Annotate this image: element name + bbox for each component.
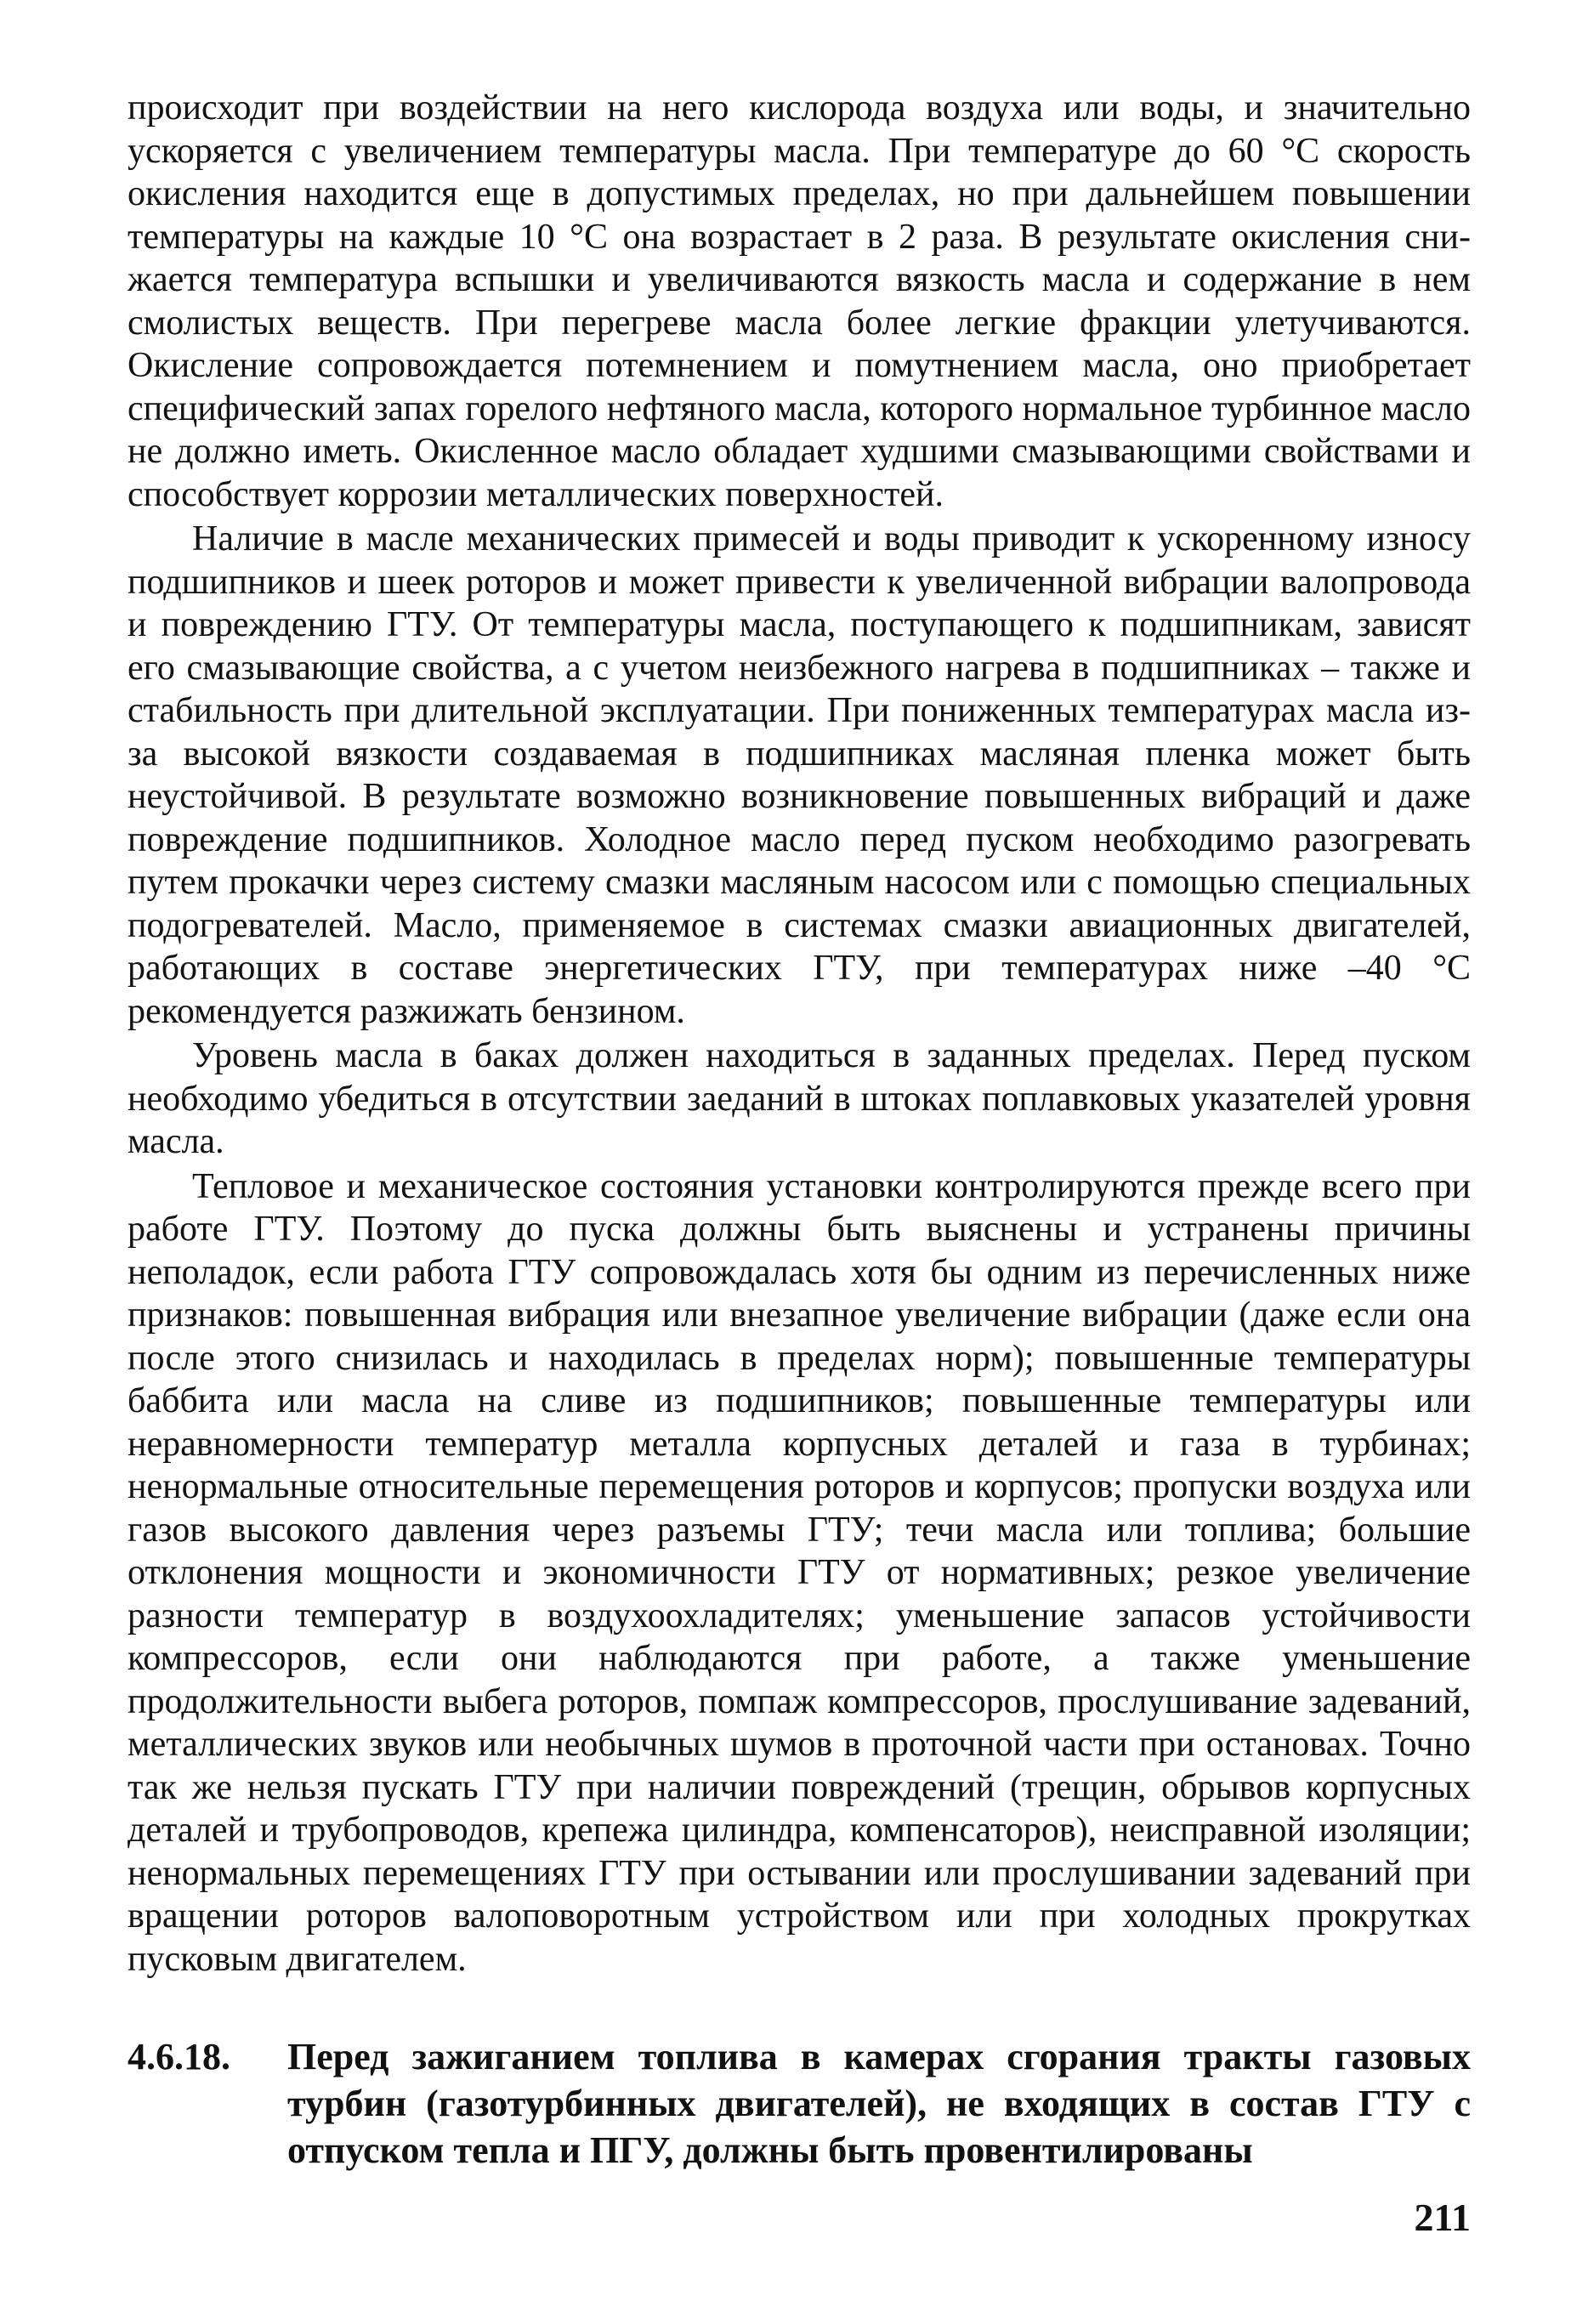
paragraph-impurities: Наличие в масле механических примесей и воды приводит к ускоренному износу подшипников и шеек роторов и может привести к увеличенной вибрации валопровода и повреждению ГТУ. От температуры масла, поступающего к подшипникам, зависят его смазывающие свойства, а с учетом неизбежного нагрева в подшипниках – также и стабильность при длительной эксплуатации. При пониженных температурах масла из-за высокой вязкости создаваемая в подшипниках масляная пленка может быть неустойчивой. В результате возможно возникновение повышенных вибраций и даже повреждение подшипников. Холодное масло перед пуском необходимо разогревать путем прокачки через систему смазки масляным насосом или с помощью специальных подогревателей. Масло, применяемое в системах смазки авиационных двигателей, работающих в составе энергетических ГТУ, при температурах ниже –40 °С рекомендуется разжижать бензином.	[128, 519, 1471, 1031]
page-number: 211	[1414, 2196, 1471, 2239]
document-page	[128, 87, 1471, 2263]
paragraph-thermal-state: Тепловое и механическое состояния установки контролируются прежде всего при работе ГТУ. Поэтому до пуска должны быть выяснены и устранены причины неполадок, если работа ГТУ сопровождалась хотя бы одним из перечисленных ниже признаков: повышенная вибрация или внезапное увеличение вибрации (даже если она после этого снизилась и находилась в пределах норм); повышенные температуры баббита или масла на сливе из подшипников; повышенные температуры или неравномерности температур металла корпусных деталей и газа в турбинах; ненормальные относительные перемещения роторов и корпусов; пропуски воздуха или газов высокого давления через разъемы ГТУ; течи масла или топлива; большие отклонения мощности и экономичности ГТУ от нормативных; резкое увеличение разности температур в воздухоохладителях; уменьшение запасов устойчивости компрессоров, если они наблюдаются при работе, а также уменьшение продолжительности выбега роторов, помпаж компрессоров, прослушивание задеваний, металлических звуков или необычных шумов в проточной части при остановах. Точно так же нельзя пускать ГТУ при наличии повреждений (трещин, обрывов корпусных деталей и трубопроводов, крепежа цилиндра, компенсаторов), неисправной изоляции; ненормальных перемещениях ГТУ при остывании или прослушивании задеваний при вращении роторов валоповоротным устройством или при холодных прокрутках пусковым двигателем.	[128, 1166, 1471, 1979]
section-heading	[128, 2033, 1471, 2174]
section-number: 4.6.18.	[128, 2036, 230, 2077]
paragraph-oil-level: Уровень масла в баках должен находиться в заданных пределах. Перед пуском необходимо убедиться в отсутствии заеданий в штоках поплавковых указателей уровня масла.	[128, 1036, 1471, 1161]
section-title: Перед зажиганием топлива в камерах сгорания тракты газовых турбин (газотурбинных двигателей), не входящих в состав ГТУ с отпуском тепла и ПГУ, должны быть провентилированы	[287, 2036, 1471, 2171]
paragraph-oxidation: происходит при воздействии на него кислорода воздуха или воды, и значительно ускоряется с увеличением температуры масла. При температуре до 60 °С скорость окисления находится еще в допустимых пределах, но при дальнейшем повышении температуры на каждые 10 °С она возрастает в 2 раза. В результате окисления снижается температура вспышки и увеличиваются вязкость масла и содержание в нем смолистых веществ. При перегреве масла более легкие фракции улетучиваются. Окисление сопровождается потемнением и помутнением масла, оно приобретает специфический запах горелого нефтяного масла, которого нормальное турбинное масло не должно иметь. Окисленное масло обладает худшими смазывающими свойствами и способствует коррозии металлических поверхностей.	[128, 88, 1471, 514]
